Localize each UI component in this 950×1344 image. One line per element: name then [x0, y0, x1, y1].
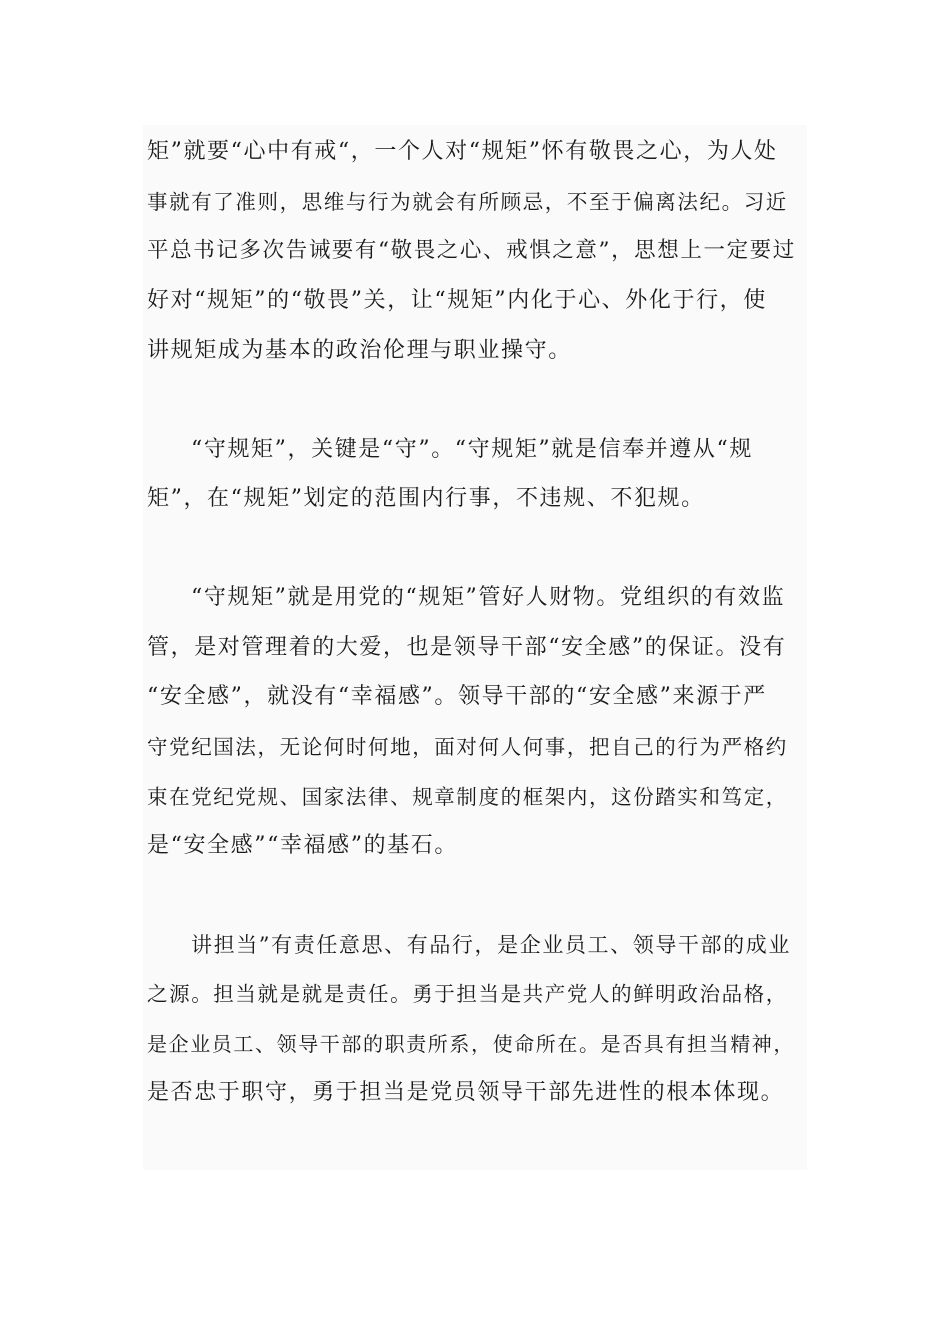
- paragraph-3-line-6: 是“安全感”“幸福感”的基石。: [147, 833, 458, 858]
- paragraph-4-line-2: 之源。担当就是就是责任。勇于担当是共产党人的鲜明政治品格，: [147, 982, 788, 1006]
- paragraph-2-line-1: “守规矩”，关键是“守”。“守规矩”就是信奉并遵从“规: [191, 437, 753, 462]
- paragraph-3-line-2: 管，是对管理着的大爱，也是领导干部“安全感”的保证。没有: [147, 635, 787, 660]
- paragraph-1-line-4: 好对“规矩”的“敬畏”关，让“规矩”内化于心、外化于行，使: [147, 288, 767, 313]
- paragraph-3-line-5: 束在党纪党规、国家法律、规章制度的框架内，这份踏实和笃定，: [147, 785, 788, 809]
- paragraph-3-line-3: “安全感”，就没有“幸福感”。领导干部的“安全感”来源于严: [147, 684, 767, 709]
- document-body: [143, 125, 807, 1170]
- paragraph-4-line-1: 讲担当”有责任意思、有品行，是企业员工、领导干部的成业: [191, 933, 791, 957]
- paragraph-1-line-2: 事就有了准则，思维与行为就会有所顾忌，不至于偏离法纪。习近: [147, 190, 788, 214]
- paragraph-3-line-1: “守规矩”就是用党的“规矩”管好人财物。党组织的有效监: [191, 585, 786, 610]
- paragraph-1-line-5: 讲规矩成为基本的政治伦理与职业操守。: [147, 338, 572, 363]
- paragraph-2-line-2: 矩”，在“规矩”划定的范围内行事，不违规、不犯规。: [147, 486, 705, 511]
- paragraph-1-line-1: 矩”就要“心中有戒“，一个人对“规矩”怀有敬畏之心，为人处: [147, 139, 778, 164]
- paragraph-3-line-4: 守党纪国法，无论何时何地，面对何人何事，把自己的行为严格约: [147, 735, 788, 759]
- paragraph-4-line-3: 是企业员工、领导干部的职责所系，使命所在。是否具有担当精神，: [147, 1032, 795, 1056]
- paragraph-4-line-4: 是否忠于职守，勇于担当是党员领导干部先进性的根本体现。: [147, 1080, 785, 1105]
- paragraph-1-line-3: 平总书记多次告诫要有“敬畏之心、戒惧之意”，思想上一定要过: [147, 238, 796, 263]
